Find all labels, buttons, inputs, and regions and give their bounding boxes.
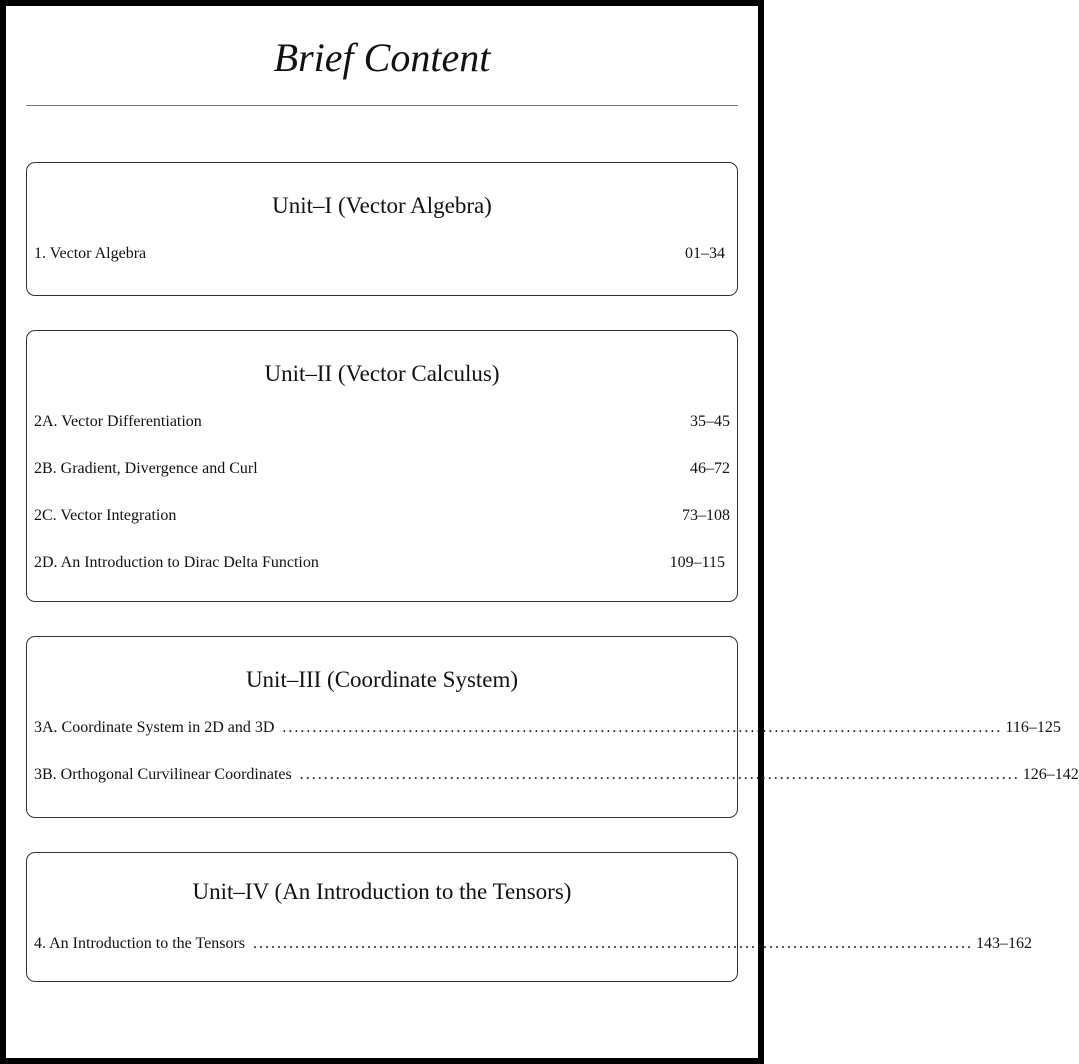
entry-pages: 35–45 <box>690 413 730 430</box>
unit-title: Unit–III (Coordinate System) <box>245 667 519 692</box>
entry-label: 2B. Gradient, Divergence and Curl <box>34 460 258 477</box>
entry-label: 2A. Vector Differentiation <box>34 413 202 430</box>
toc-entry[interactable] <box>34 413 730 431</box>
toc-entry[interactable] <box>34 460 730 478</box>
dot-leader: ........................................................................................................................ <box>253 935 974 952</box>
unit-box-2 <box>26 330 738 602</box>
toc-entry[interactable] <box>34 554 725 572</box>
unit-title: Unit–II (Vector Calculus) <box>264 361 500 386</box>
entry-pages: 46–72 <box>690 460 730 477</box>
entry-pages: 116–125 <box>1005 719 1061 736</box>
entry-pages: 126–142 <box>1022 766 1079 783</box>
dot-leader: ........................................................................................................................ <box>299 766 1020 783</box>
unit-box-3 <box>26 636 1079 818</box>
entry-pages: 01–34 <box>685 245 725 262</box>
unit-box-1 <box>26 162 738 296</box>
entry-label: 2D. An Introduction to Dirac Delta Function <box>34 554 319 571</box>
page-title: Brief Content <box>273 35 491 80</box>
entry-label: 3B. Orthogonal Curvilinear Coordinates <box>34 766 292 783</box>
unit-title: Unit–I (Vector Algebra) <box>272 193 492 218</box>
entry-label: 4. An Introduction to the Tensors <box>34 935 246 952</box>
entry-label: 1. Vector Algebra <box>34 245 147 262</box>
unit-box-4 <box>26 852 1033 982</box>
toc-entry[interactable] <box>34 507 730 525</box>
entry-pages: 143–162 <box>976 935 1033 952</box>
toc-entry[interactable] <box>34 935 1033 953</box>
toc-entry[interactable] <box>34 766 1079 784</box>
title-divider <box>26 105 738 106</box>
toc-entry[interactable] <box>34 245 725 263</box>
unit-title: Unit–IV (An Introduction to the Tensors) <box>192 879 572 904</box>
entry-pages: 73–108 <box>682 507 730 524</box>
toc-entry[interactable] <box>34 719 1061 737</box>
dot-leader: ........................................................................................................................ <box>282 719 1003 736</box>
entry-label: 3A. Coordinate System in 2D and 3D <box>34 719 275 736</box>
entry-label: 2C. Vector Integration <box>34 507 177 524</box>
entry-pages: 109–115 <box>669 554 725 571</box>
